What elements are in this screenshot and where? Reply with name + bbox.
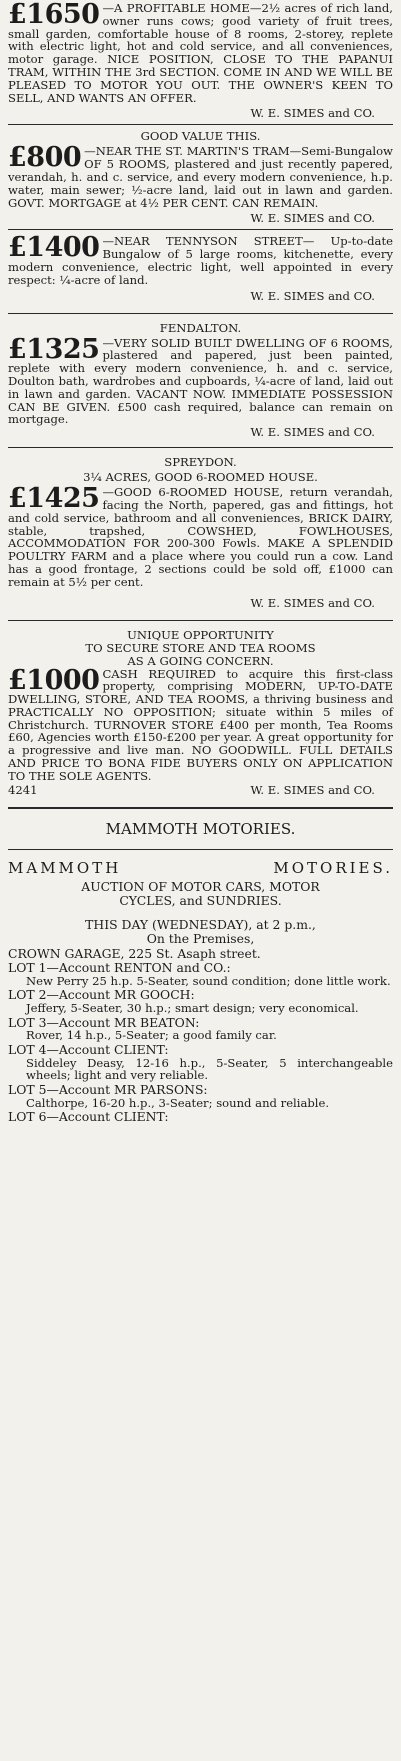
lot-heading: LOT 4—Account CLIENT: (8, 1042, 169, 1058)
property-ad-5 (8, 456, 393, 609)
auction-line-2: CYCLES, and SUNDRIES. (119, 892, 282, 908)
lot-item (8, 1043, 393, 1082)
lot-description: Jeffery, 5-Seater, 30 h.p.; smart design; very economical. (26, 1000, 359, 1015)
ad-price: £1400 (8, 232, 100, 264)
ad-subheading: TO SECURE STORE AND TEA ROOMS (85, 640, 316, 655)
divider (8, 620, 393, 621)
ad-signature: W. E. SIMES and CO. (250, 106, 375, 121)
ad-signature: W. E. SIMES and CO. (250, 288, 375, 303)
auction-banner-left: MAMMOTH (8, 858, 122, 877)
ad-heading: UNIQUE OPPORTUNITY (127, 627, 274, 642)
ad-reference: 4241 (8, 782, 38, 797)
lot-description: Siddeley Deasy, 12-16 h.p., 5-Seater, 5 interchangeable wheels; light and very reliable. (26, 1055, 393, 1083)
lot-heading: LOT 3—Account MR BEATON: (8, 1014, 200, 1030)
lot-item (8, 961, 393, 987)
auction-banner-right: MOTORIES. (273, 858, 393, 877)
ad-text: —NEAR THE ST. MARTIN'S TRAM—Semi-Bungalow OF 5 ROOMS, plastered and just recently papered, verandah, h. and c. service, and every modern convenience, h.p. water, main sewer; ½-acre land, laid out in lawn and garden. GOVT. MORTGAGE at 4½ PER CENT. CAN REMAIN. (8, 144, 393, 210)
divider (8, 229, 393, 230)
divider (8, 807, 393, 809)
divider (8, 313, 393, 314)
auction-premises: On the Premises, (146, 930, 255, 946)
ad-text: —NEAR TENNYSON STREET— Up-to-date Bungalow of 5 large rooms, kitchenette, every modern convenience, electric light, well appointed in every respect: ¼-acre of land. (8, 234, 393, 287)
ad-price: £1425 (8, 483, 100, 515)
lot-description: New Perry 25 h.p. 5-Seater, sound condition; done little work. (26, 973, 391, 988)
ad-signature: W. E. SIMES and CO. (250, 425, 375, 440)
property-ad-3 (8, 232, 393, 303)
ad-text: —VERY SOLID BUILT DWELLING OF 6 ROOMS, plastered and papered, just been painted, replete with every modern convenience, h. and c. service, Doulton bath, wardrobes and cupboards, ¼-acre of land, laid out in lawn and garden. VACANT NOW. IMMEDIATE POSSESSION CAN BE GIVEN. £500 cash required, balance can remain on mortgage. (8, 335, 393, 427)
ad-text: —A PROFITABLE HOME—2½ acres of rich land, owner runs cows; good variety of fruit trees, small garden, comfortable house of 8 rooms, 2-storey, replete with electric light, hot and cold service, and all conveniences, motor garage. NICE POSITION, CLOSE TO THE PAPANUI TRAM, WITHIN THE 3rd SECTION. COME IN AND WE WILL BE PLEASED TO MOTOR YOU OUT. THE OWNER'S KEEN TO SELL, AND WANTS AN OFFER. (8, 1, 393, 105)
lot-item (8, 988, 393, 1014)
auction-title: MAMMOTH MOTORIES. (105, 819, 296, 838)
property-ad-1 (8, 2, 393, 120)
divider (8, 124, 393, 125)
ad-footer (8, 784, 393, 797)
lot-item (8, 1083, 393, 1109)
ad-signature: W. E. SIMES and CO. (250, 595, 375, 610)
lot-heading: LOT 5—Account MR PARSONS: (8, 1082, 208, 1098)
auction-garage: CROWN GARAGE, 225 St. Asaph street. (8, 945, 261, 961)
ad-signature: W. E. SIMES and CO. (250, 782, 375, 797)
lot-item (8, 1016, 393, 1042)
auction-ad (8, 819, 393, 1124)
ad-price: £800 (8, 142, 82, 174)
ad-text: —GOOD 6-ROOMED HOUSE, return verandah, facing the North, papered, gas and fittings, hot and cold service, bathroom and all conveniences, BRICK DAIRY, stable, trapshed, COWSHED, FOWLHOUSES, ACCOMMODATION FOR 200-300 Fowls. MAKE A SPLENDID POULTRY FARM and a place where you could run a cow. Land has a good frontage, 2 sections could be sold off, £1000 can remain at 5½ per cent. (8, 485, 393, 589)
ad-price: £1650 (8, 0, 100, 30)
property-ad-6 (8, 629, 393, 797)
lot-description: Calthorpe, 16-20 h.p., 3-Seater; sound and reliable. (26, 1095, 330, 1110)
lot-heading: LOT 6—Account CLIENT: (8, 1109, 169, 1125)
ad-subheading-2: AS A GOING CONCERN. (127, 653, 274, 668)
lot-item (8, 1110, 393, 1124)
auction-day: THIS DAY (WEDNESDAY), at 2 p.m., (85, 916, 316, 932)
ad-heading: SPREYDON. (164, 455, 237, 470)
ad-subheading: 3¼ ACRES, GOOD 6-ROOMED HOUSE. (83, 470, 318, 485)
ad-signature: W. E. SIMES and CO. (250, 211, 375, 226)
divider (8, 849, 393, 850)
property-ad-4 (8, 322, 393, 440)
lot-description: Rover, 14 h.p., 5-Seater; a good family car. (26, 1028, 277, 1043)
property-ad-2 (8, 130, 393, 225)
lot-heading: LOT 1—Account RENTON and CO.: (8, 960, 231, 976)
auction-line-1: AUCTION OF MOTOR CARS, MOTOR (81, 878, 320, 894)
divider (8, 447, 393, 448)
ad-price: £1325 (8, 333, 100, 365)
ad-heading: FENDALTON. (159, 320, 242, 335)
ad-text: CASH REQUIRED to acquire this first-class property, comprising MODERN, UP-TO-DATE DWELLING, STORE, AND TEA ROOMS, a thriving business and PRACTICALLY NO OPPOSITION; situate within 5 miles of Christchurch. TURNOVER STORE £400 per month, Tea Rooms £60, Agencies worth £150-£200 per year. A great opportunity for a progressive and live man. NO GOODWILL. FULL DETAILS AND PRICE TO BONA FIDE BUYERS ONLY ON APPLICATION TO THE SOLE AGENTS. (8, 666, 393, 783)
auction-banner (8, 858, 393, 878)
ad-heading: GOOD VALUE THIS. (140, 129, 261, 144)
ad-price: £1000 (8, 664, 100, 696)
lot-heading: LOT 2—Account MR GOOCH: (8, 987, 195, 1003)
